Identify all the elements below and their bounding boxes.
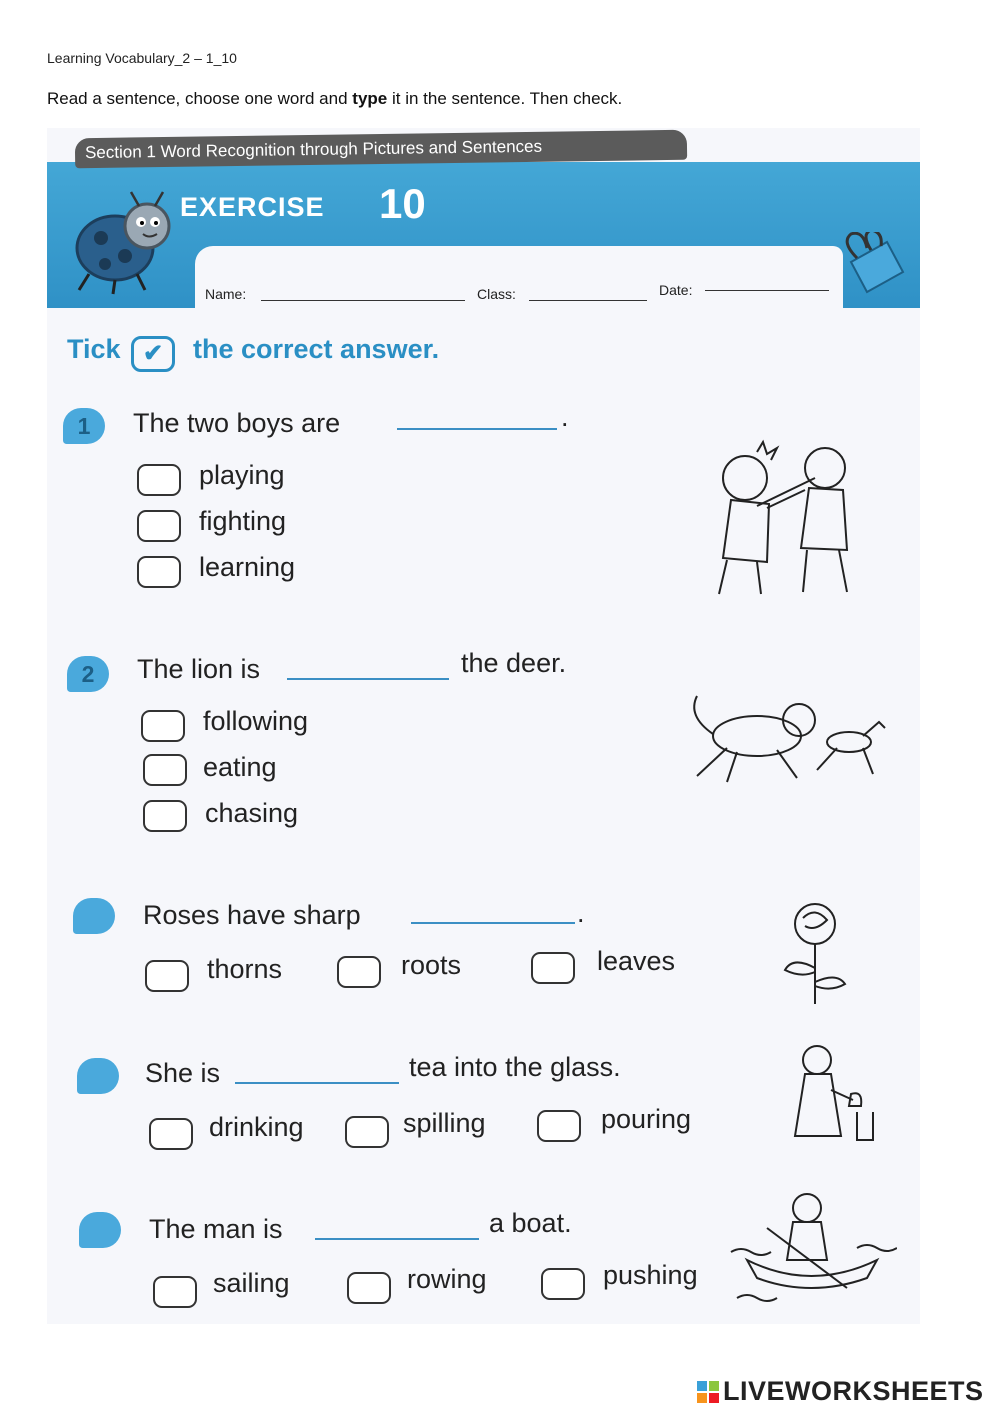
- section-label: Section 1 Word Recognition through Pictures and Sentences: [75, 130, 687, 169]
- option-checkbox[interactable]: [541, 1268, 585, 1300]
- option-checkbox[interactable]: [531, 952, 575, 984]
- question-number: [77, 1058, 119, 1094]
- task-instruction: the correct answer.: [193, 334, 440, 364]
- man-rowing-boat-image: [727, 1188, 897, 1308]
- question-end: .: [577, 898, 585, 928]
- lion-chasing-deer-image: [667, 686, 887, 786]
- option-label: roots: [401, 950, 462, 980]
- answer-blank[interactable]: [411, 922, 575, 924]
- option-label: pushing: [603, 1260, 698, 1290]
- worksheet-scan: [47, 128, 920, 1324]
- rose-image: [775, 898, 855, 1008]
- option-label: rowing: [407, 1264, 487, 1294]
- document-title: Learning Vocabulary_2 – 1_10: [47, 50, 237, 66]
- option-checkbox[interactable]: [345, 1116, 389, 1148]
- fighting-boys-image: [697, 438, 877, 598]
- question-end: tea into the glass.: [409, 1052, 621, 1082]
- question-number: 2: [67, 656, 109, 692]
- option-checkbox[interactable]: [137, 510, 181, 542]
- option-checkbox[interactable]: [143, 800, 187, 832]
- option-checkbox[interactable]: [347, 1272, 391, 1304]
- liveworksheets-brand: LIVEWORKSHEETS: [723, 1376, 984, 1406]
- option-label: fighting: [199, 506, 287, 536]
- question-text: The man is: [149, 1214, 283, 1244]
- option-label: eating: [203, 752, 277, 782]
- girl-pouring-tea-image: [777, 1040, 877, 1160]
- question-number: [79, 1212, 121, 1248]
- option-label: chasing: [205, 798, 299, 828]
- date-label: Date:: [659, 282, 693, 298]
- option-label: pouring: [601, 1104, 692, 1134]
- answer-blank[interactable]: [397, 428, 557, 430]
- option-label: thorns: [207, 954, 283, 984]
- option-label: learning: [199, 552, 296, 582]
- date-line[interactable]: [705, 290, 829, 291]
- option-label: spilling: [403, 1108, 486, 1138]
- checkmark-icon: ✔: [131, 336, 175, 372]
- name-line[interactable]: [261, 300, 465, 301]
- option-checkbox[interactable]: [153, 1276, 197, 1308]
- name-label: Name:: [205, 286, 247, 302]
- option-checkbox[interactable]: [337, 956, 381, 988]
- question-end: .: [561, 402, 569, 432]
- option-label: leaves: [597, 946, 676, 976]
- class-line[interactable]: [529, 300, 647, 301]
- ladybug-icon: [65, 186, 185, 296]
- option-checkbox[interactable]: [143, 754, 187, 786]
- binder-clip-icon: [837, 232, 917, 312]
- instruction-bold-word: type: [352, 89, 388, 108]
- question-number: 1: [63, 408, 105, 444]
- question-number: [73, 898, 115, 934]
- option-checkbox[interactable]: [145, 960, 189, 992]
- question-text: She is: [145, 1058, 221, 1088]
- question-text: The lion is: [137, 654, 261, 684]
- answer-blank[interactable]: [235, 1082, 399, 1084]
- option-checkbox[interactable]: [141, 710, 185, 742]
- exercise-label: EXERCISE: [180, 192, 325, 222]
- question-text: The two boys are: [133, 408, 341, 438]
- name-strip: [195, 246, 843, 318]
- answer-blank[interactable]: [287, 678, 449, 680]
- question-end: a boat.: [489, 1208, 572, 1238]
- answer-blank[interactable]: [315, 1238, 479, 1240]
- option-label: sailing: [213, 1268, 290, 1298]
- exercise-number: 10: [379, 180, 426, 227]
- question-end: the deer.: [461, 648, 567, 678]
- option-checkbox[interactable]: [137, 556, 181, 588]
- instruction-text: Read a sentence, choose one word and type it in the sentence. Then check.: [47, 89, 623, 108]
- option-label: playing: [199, 460, 285, 490]
- option-label: drinking: [209, 1112, 304, 1142]
- option-label: following: [203, 706, 309, 736]
- question-text: Roses have sharp: [143, 900, 361, 930]
- class-label: Class:: [477, 286, 516, 302]
- option-checkbox[interactable]: [537, 1110, 581, 1142]
- option-checkbox[interactable]: [137, 464, 181, 496]
- tick-word: Tick: [67, 334, 121, 364]
- option-checkbox[interactable]: [149, 1118, 193, 1150]
